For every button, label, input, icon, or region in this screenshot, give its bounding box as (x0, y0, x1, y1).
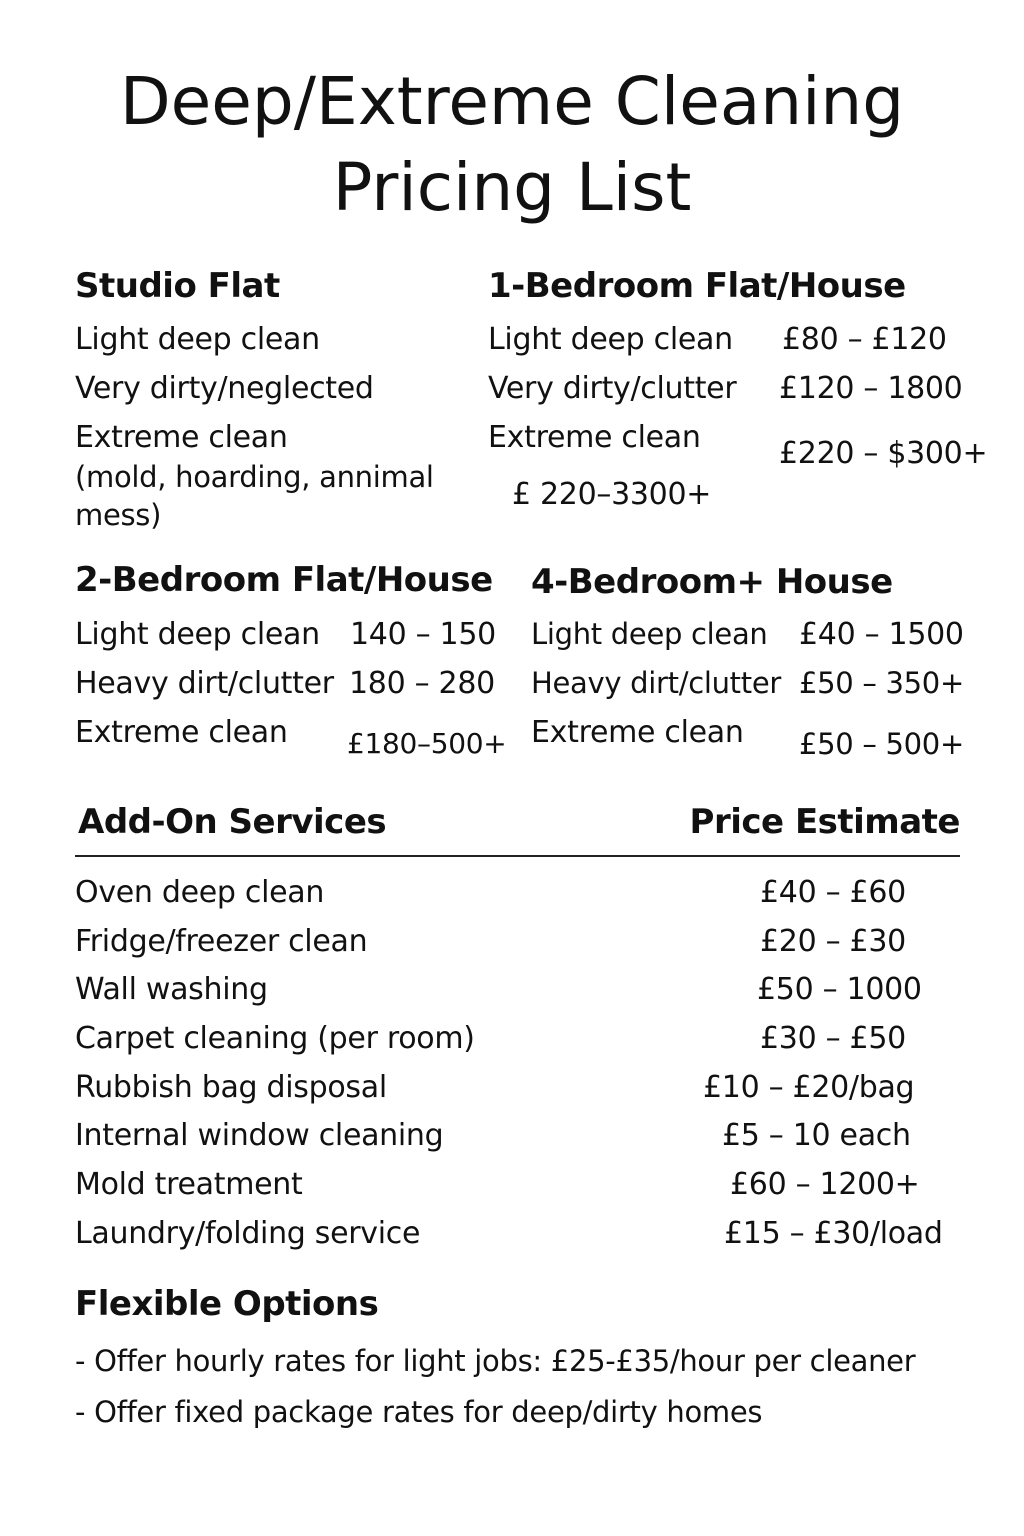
two-bed-extreme-price: £180–500+ (347, 727, 507, 760)
four-bed-heavy-price: £50 – 350+ (799, 666, 964, 700)
four-bed-light-price: £40 – 1500 (799, 617, 964, 652)
two-bed-heavy-price: 180 – 280 (349, 666, 495, 701)
addon-label: Rubbish bag disposal (75, 1070, 387, 1105)
addon-label: Internal window cleaning (75, 1118, 444, 1153)
addon-price: £60 – 1200+ (730, 1167, 920, 1202)
flexible-option-line: - Offer hourly rates for light jobs: £25-£35/hour per cleaner (75, 1344, 916, 1378)
studio-extreme-label: Extreme clean (75, 420, 288, 455)
two-bed-heavy-label: Heavy dirt/clutter (75, 666, 334, 701)
one-bed-extreme-label: Extreme clean (488, 420, 701, 455)
one-bed-very-dirty-label: Very dirty/clutter (488, 371, 737, 406)
two-bed-light-price: 140 – 150 (350, 617, 496, 652)
one-bed-extra-price: £ 220–3300+ (512, 477, 712, 512)
one-bed-extreme-price: £220 – $300+ (779, 436, 988, 471)
studio-flat-heading: Studio Flat (75, 266, 280, 306)
addon-price: £10 – £20/bag (703, 1070, 915, 1105)
page-title-line-2: Pricing List (332, 149, 692, 226)
four-bed-light-label: Light deep clean (531, 617, 768, 651)
studio-very-dirty-label: Very dirty/neglected (75, 371, 374, 406)
addon-label: Laundry/folding service (75, 1216, 421, 1251)
addon-label: Fridge/freezer clean (75, 924, 368, 959)
price-estimate-heading: Price Estimate (689, 802, 960, 842)
two-bed-extreme-label: Extreme clean (75, 715, 288, 750)
addon-price: £40 – £60 (760, 875, 906, 910)
addon-price: £20 – £30 (760, 924, 906, 959)
flexible-option-line: - Offer fixed package rates for deep/dirty homes (75, 1395, 763, 1429)
addon-label: Oven deep clean (75, 875, 325, 910)
one-bed-light-label: Light deep clean (488, 322, 733, 357)
studio-extreme-note-2: mess) (75, 498, 162, 532)
two-bedroom-heading: 2-Bedroom Flat/House (75, 560, 493, 600)
flexible-options-heading: Flexible Options (75, 1284, 379, 1324)
page-title-line-1: Deep/Extreme Cleaning (119, 63, 905, 140)
addon-label: Mold treatment (75, 1167, 303, 1202)
addon-label: Carpet cleaning (per room) (75, 1021, 475, 1056)
one-bedroom-heading: 1-Bedroom Flat/House (488, 266, 906, 306)
one-bed-very-dirty-price: £120 – 1800 (779, 371, 963, 406)
two-bed-light-label: Light deep clean (75, 617, 320, 652)
addon-price: £50 – 1000 (757, 972, 922, 1007)
four-bed-extreme-label: Extreme clean (531, 715, 744, 750)
table-divider (75, 855, 960, 857)
four-bed-extreme-price: £50 – 500+ (799, 727, 964, 761)
addon-price: £5 – 10 each (722, 1118, 911, 1153)
one-bed-light-price: £80 – £120 (782, 322, 947, 357)
studio-extreme-note-1: (mold, hoarding, annimal (75, 460, 434, 494)
addon-price: £15 – £30/load (724, 1216, 943, 1251)
four-bedroom-heading: 4-Bedroom+ House (531, 562, 893, 602)
addons-heading: Add-On Services (78, 802, 387, 842)
four-bed-heavy-label: Heavy dirt/clutter (531, 666, 781, 700)
addon-price: £30 – £50 (760, 1021, 906, 1056)
addon-label: Wall washing (75, 972, 268, 1007)
studio-light-label: Light deep clean (75, 322, 320, 357)
